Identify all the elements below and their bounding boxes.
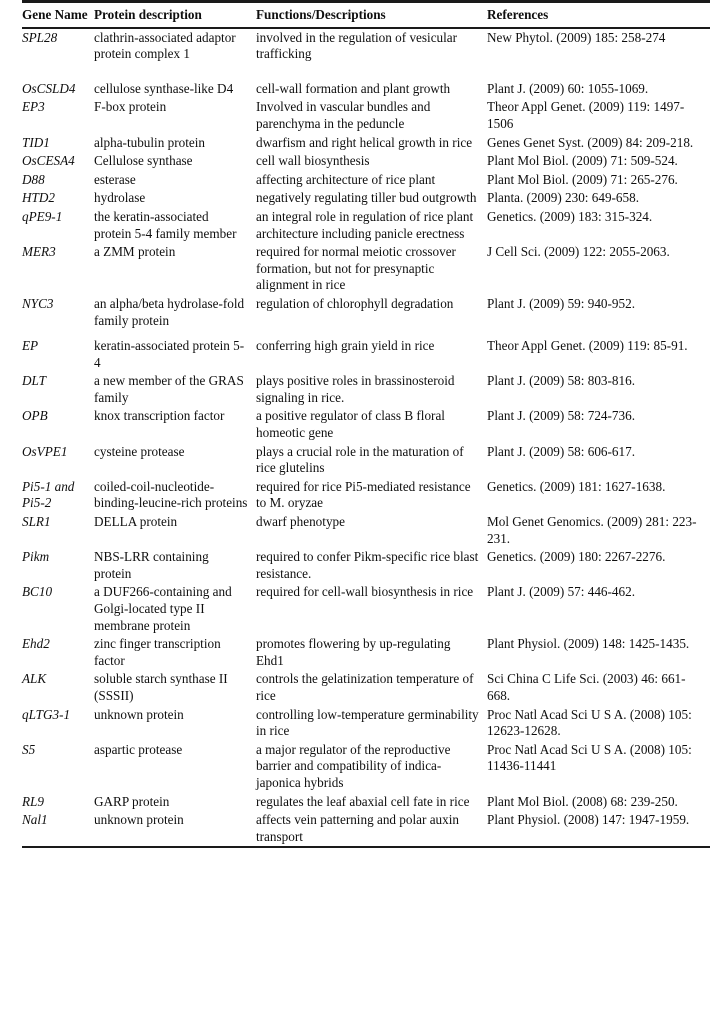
cell-functions: negatively regulating tiller bud outgrowth: [256, 190, 477, 206]
cell-functions: cell wall biosynthesis: [256, 153, 370, 169]
cell-functions: required for normal meiotic crossover formation, but not for presynaptic alignment in rice: [256, 244, 456, 293]
cell-gene: ALK: [22, 671, 47, 687]
table-row: [22, 295, 710, 330]
cell-references: Genetics. (2009) 183: 315-324.: [487, 208, 653, 224]
column-header-protein-description: Protein description: [94, 7, 202, 22]
cell-protein: alpha-tubulin protein: [94, 134, 205, 150]
cell-functions: dwarfism and right helical growth in rice: [256, 134, 473, 150]
cell-protein: hydrolase: [94, 190, 146, 206]
cell-references: Plant Mol Biol. (2008) 68: 239-250.: [487, 793, 678, 809]
cell-protein: esterase: [94, 171, 136, 187]
cell-functions: a major regulator of the reproductive barrier and compatibility of indica-japonica hybrids: [256, 741, 451, 790]
cell-functions: dwarf phenotype: [256, 514, 345, 530]
cell-references: New Phytol. (2009) 185: 258-274: [487, 29, 666, 45]
cell-references: Mol Genet Genomics. (2009) 281: 223-231.: [487, 514, 697, 546]
table-row: [22, 793, 710, 812]
table-row: [22, 635, 710, 670]
cell-references: Genetics. (2009) 181: 1627-1638.: [487, 478, 666, 494]
cell-gene: DLT: [22, 373, 46, 389]
table-row: [22, 670, 710, 705]
cell-references: Plant Mol Biol. (2009) 71: 509-524.: [487, 153, 678, 169]
cell-gene: BC10: [22, 584, 53, 600]
cell-gene: NYC3: [22, 295, 54, 311]
cell-references: Theor Appl Genet. (2009) 119: 85-91.: [487, 338, 688, 354]
cell-protein: aspartic protease: [94, 741, 183, 757]
cell-protein: a ZMM protein: [94, 244, 176, 260]
cell-gene: Nal1: [22, 812, 48, 828]
cell-protein: cellulose synthase-like D4: [94, 80, 234, 96]
table-row: [22, 29, 710, 64]
cell-protein: cysteine protease: [94, 443, 185, 459]
cell-protein: coiled-coil-nucleotide-binding-leucine-rich proteins: [94, 478, 248, 511]
cell-references: Plant J. (2009) 58: 724-736.: [487, 408, 635, 424]
table-row: [22, 171, 710, 190]
cell-references: Plant J. (2009) 59: 940-952.: [487, 295, 635, 311]
cell-functions: plays a crucial role in the maturation of rice glutelins: [256, 443, 464, 476]
table-row: [22, 548, 710, 583]
cell-protein: a DUF266-containing and Golgi-located type II membrane protein: [94, 584, 232, 633]
cell-protein: soluble starch synthase II (SSSII): [94, 671, 228, 703]
cell-protein: knox transcription factor: [94, 408, 225, 424]
cell-protein: F-box protein: [94, 99, 167, 115]
cell-protein: Cellulose synthase: [94, 153, 193, 169]
table-row: [22, 189, 710, 208]
cell-references: Genes Genet Syst. (2009) 84: 209-218.: [487, 134, 694, 150]
row-spacer: [22, 330, 710, 337]
cell-functions: plays positive roles in brassinosteroid signaling in rice.: [256, 373, 455, 405]
cell-functions: regulates the leaf abaxial cell fate in rice: [256, 793, 470, 809]
cell-protein: an alpha/beta hydrolase-fold family protein: [94, 295, 245, 328]
cell-functions: conferring high grain yield in rice: [256, 338, 435, 354]
cell-gene: Pi5-1 and Pi5-2: [22, 478, 75, 511]
cell-references: Plant Physiol. (2009) 148: 1425-1435.: [487, 636, 690, 652]
table-row: [22, 407, 710, 442]
cell-gene: OsCSLD4: [22, 80, 76, 96]
cell-gene: EP3: [22, 99, 45, 115]
cell-functions: involved in the regulation of vesicular trafficking: [256, 29, 458, 62]
table-row: [22, 98, 710, 133]
cell-protein: a new member of the GRAS family: [94, 373, 244, 405]
cell-gene: OsCESA4: [22, 153, 75, 169]
table-row: [22, 152, 710, 171]
table-row: [22, 513, 710, 548]
table-row: [22, 208, 710, 243]
cell-functions: Involved in vascular bundles and parenchyma in the peduncle: [256, 99, 431, 131]
cell-functions: a positive regulator of class B floral homeotic gene: [256, 408, 445, 441]
cell-references: Plant J. (2009) 57: 446-462.: [487, 584, 635, 600]
cell-protein: unknown protein: [94, 812, 184, 828]
cell-gene: EP: [22, 338, 39, 354]
row-spacer-cell: [22, 330, 710, 337]
cell-functions: affects vein patterning and polar auxin transport: [256, 812, 459, 844]
cell-references: Plant Physiol. (2008) 147: 1947-1959.: [487, 812, 690, 828]
row-spacer-cell: [22, 64, 710, 80]
cell-references: Plant J. (2009) 58: 803-816.: [487, 373, 635, 389]
table-row: [22, 478, 710, 513]
table-row: [22, 243, 710, 295]
table-row: [22, 80, 710, 99]
cell-gene: OsVPE1: [22, 443, 68, 459]
table-header-row: [22, 3, 710, 28]
table-row: [22, 706, 710, 741]
cell-references: Proc Natl Acad Sci U S A. (2008) 105: 11436-11441: [487, 741, 692, 774]
column-header-functions-descriptions: Functions/Descriptions: [256, 7, 386, 22]
table-row: [22, 741, 710, 793]
cell-functions: regulation of chlorophyll degradation: [256, 295, 454, 311]
cell-functions: required for rice Pi5-mediated resistance to M. oryzae: [256, 478, 471, 511]
cell-gene: SPL28: [22, 29, 58, 45]
table-row: [22, 811, 710, 847]
cell-protein: NBS-LRR containing protein: [94, 549, 209, 581]
cell-gene: qPE9-1: [22, 208, 63, 224]
cell-functions: controls the gelatinization temperature of rice: [256, 671, 474, 703]
cell-gene: RL9: [22, 793, 44, 809]
column-header-references: References: [487, 7, 549, 22]
cell-protein: the keratin-associated protein 5-4 family member: [94, 208, 237, 241]
cell-gene: D88: [22, 171, 45, 187]
cell-gene: SLR1: [22, 514, 51, 530]
cell-references: Plant J. (2009) 58: 606-617.: [487, 443, 635, 459]
table-row: [22, 372, 710, 407]
cell-functions: required to confer Pikm-specific rice blast resistance.: [256, 549, 479, 581]
cell-references: Plant Mol Biol. (2009) 71: 265-276.: [487, 171, 678, 187]
cell-references: Sci China C Life Sci. (2003) 46: 661-668.: [487, 671, 686, 703]
column-header-gene-name: Gene Name: [22, 7, 88, 22]
cell-gene: HTD2: [22, 190, 55, 206]
cell-gene: Pikm: [22, 549, 50, 565]
cell-functions: promotes flowering by up-regulating Ehd1: [256, 636, 451, 668]
cell-functions: required for cell-wall biosynthesis in rice: [256, 584, 474, 600]
gene-table: [22, 0, 710, 850]
table-footer: [22, 847, 710, 850]
cell-gene: TID1: [22, 134, 50, 150]
cell-functions: an integral role in regulation of rice plant architecture including panicle erectness: [256, 208, 474, 241]
cell-protein: GARP protein: [94, 793, 170, 809]
cell-references: Proc Natl Acad Sci U S A. (2008) 105: 12623-12628.: [487, 706, 692, 739]
table-row: [22, 443, 710, 478]
table-row: [22, 583, 710, 635]
table-row: [22, 134, 710, 153]
row-spacer: [22, 64, 710, 80]
table-bottom-rule: [22, 847, 710, 850]
cell-protein: zinc finger transcription factor: [94, 636, 221, 668]
cell-gene: MER3: [22, 244, 56, 260]
cell-gene: Ehd2: [22, 636, 50, 652]
cell-gene: qLTG3-1: [22, 706, 71, 722]
cell-references: Planta. (2009) 230: 649-658.: [487, 190, 640, 206]
cell-gene: OPB: [22, 408, 48, 424]
cell-gene: S5: [22, 741, 36, 757]
cell-protein: clathrin-associated adaptor protein complex 1: [94, 29, 236, 62]
cell-protein: unknown protein: [94, 706, 184, 722]
cell-protein: DELLA protein: [94, 514, 178, 530]
cell-references: Genetics. (2009) 180: 2267-2276.: [487, 549, 666, 565]
cell-functions: controlling low-temperature germinability in rice: [256, 706, 479, 739]
cell-references: Plant J. (2009) 60: 1055-1069.: [487, 80, 649, 96]
cell-references: Theor Appl Genet. (2009) 119: 1497-1506: [487, 99, 685, 131]
table-header: [22, 2, 710, 29]
table-body: [22, 29, 710, 848]
cell-references: J Cell Sci. (2009) 122: 2055-2063.: [487, 244, 670, 260]
cell-functions: affecting architecture of rice plant: [256, 171, 436, 187]
table-row: [22, 337, 710, 372]
cell-functions: cell-wall formation and plant growth: [256, 80, 451, 96]
cell-protein: keratin-associated protein 5-4: [94, 338, 245, 370]
